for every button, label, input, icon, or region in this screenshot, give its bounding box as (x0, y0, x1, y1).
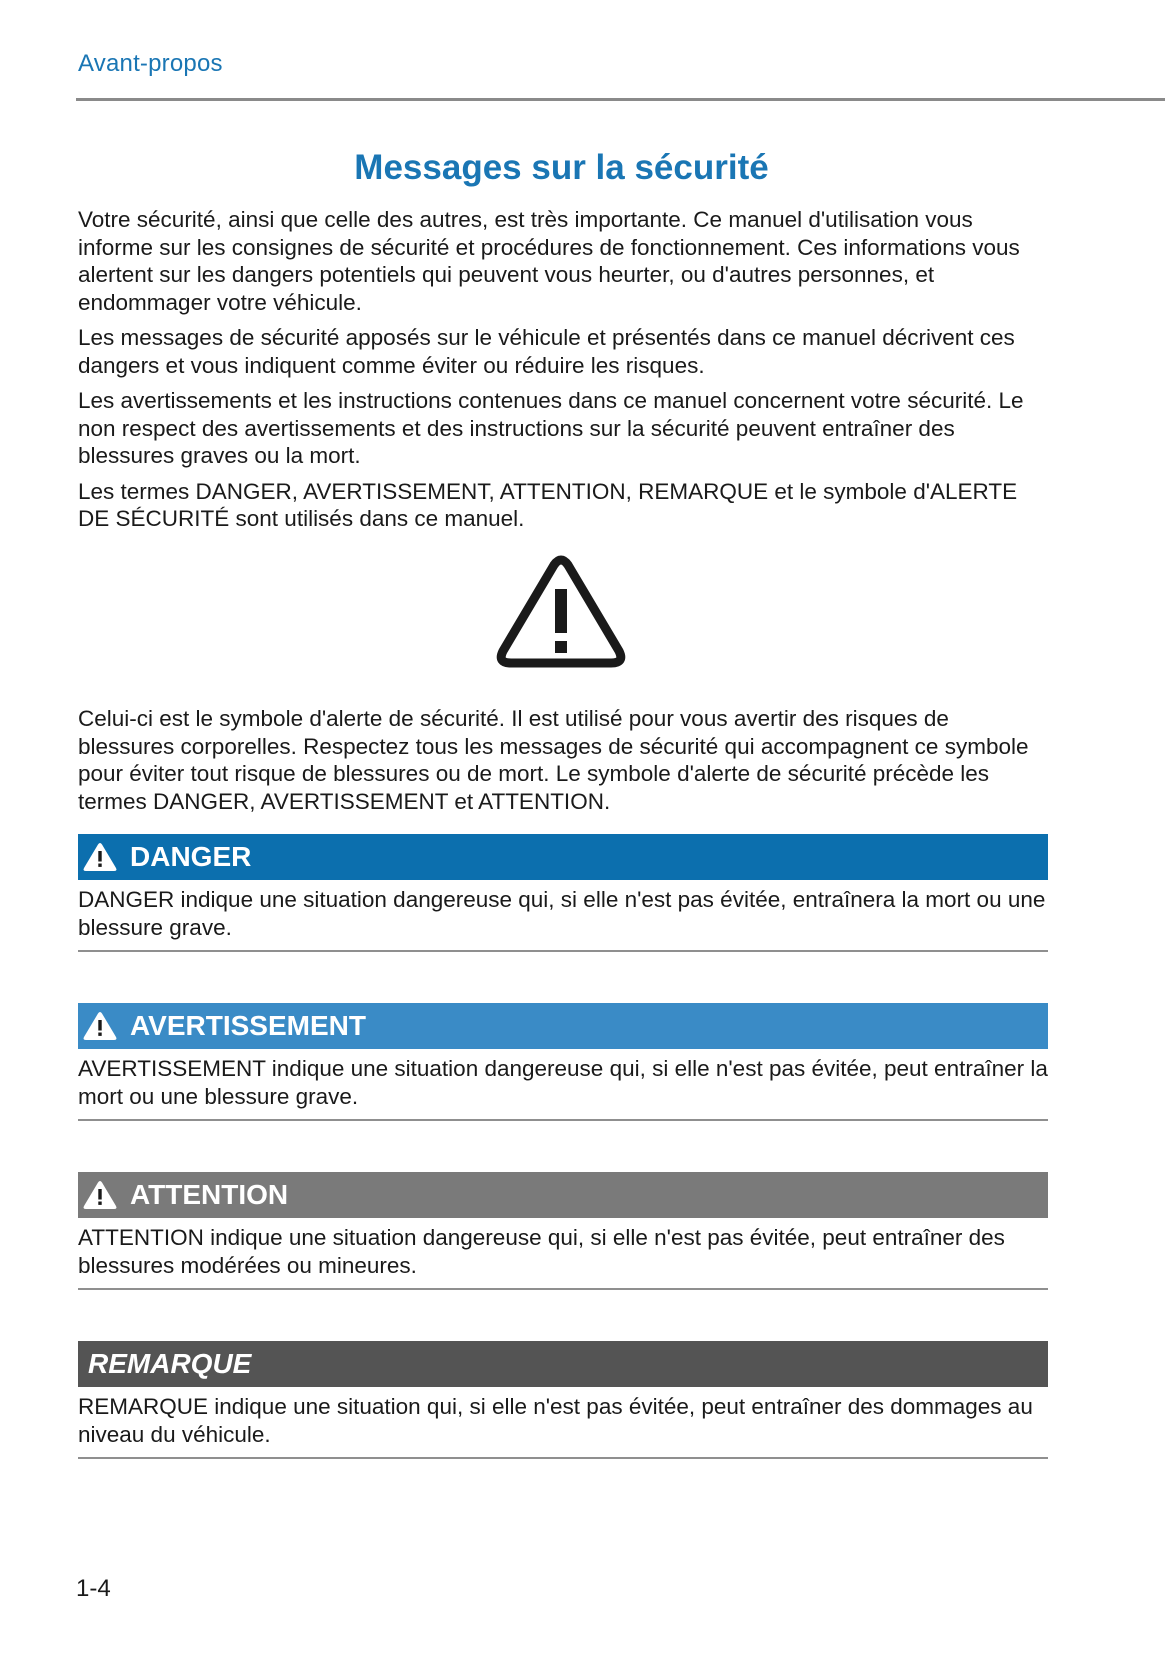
caution-label: ATTENTION (130, 1179, 289, 1210)
note-label: REMARQUE (88, 1348, 252, 1379)
warning-triangle-icon (82, 1010, 118, 1042)
intro-paragraph: Les avertissements et les instructions contenues dans ce manuel concernent votre sécurité. Le non respect des avertissements et des instructions sur la sécurité peuvent entraîner des blessures graves ou la mort. (78, 388, 1024, 468)
warning-label: AVERTISSEMENT (130, 1010, 366, 1041)
caution-description: ATTENTION indique une situation dangereuse qui, si elle n'est pas évitée, peut entraîner des blessures modérées ou mineures. (78, 1225, 1005, 1278)
danger-header-bar (78, 834, 1048, 880)
caution-notice (78, 1172, 1048, 1279)
section-header: Avant-propos (78, 50, 223, 77)
note-divider (78, 1457, 1048, 1459)
header-divider (76, 98, 1165, 101)
symbol-explanation-text: Celui-ci est le symbole d'alerte de sécurité. Il est utilisé pour vous avertir des risques de blessures corporelles. Respectez tous les messages de sécurité qui accompagnent ce symbole pour éviter tout risque de blessures ou de mort. Le symbole d'alerte de sécurité précède les termes DANGER, AVERTISSEMENT et ATTENTION. (78, 706, 1029, 814)
note-notice (78, 1341, 1048, 1448)
page-number: 1-4 (76, 1575, 111, 1602)
symbol-explanation (78, 705, 1048, 823)
intro-paragraph: Les messages de sécurité apposés sur le véhicule et présentés dans ce manuel décrivent ces dangers et vous indiquent comme éviter ou réduire les risques. (78, 325, 1015, 378)
warning-header-bar (78, 1003, 1048, 1049)
warning-triangle-icon (82, 841, 118, 873)
warning-divider (78, 1119, 1048, 1121)
caution-divider (78, 1288, 1048, 1290)
note-description: REMARQUE indique une situation qui, si elle n'est pas évitée, peut entraîner des dommages au niveau du véhicule. (78, 1394, 1033, 1447)
caution-header-bar (78, 1172, 1048, 1218)
warning-notice (78, 1003, 1048, 1110)
page-title: Messages sur la sécurité (354, 148, 769, 187)
danger-divider (78, 950, 1048, 952)
note-header-bar (78, 1341, 1048, 1387)
warning-triangle-icon (82, 1179, 118, 1211)
intro-paragraph: Votre sécurité, ainsi que celle des autres, est très importante. Ce manuel d'utilisation vous informe sur les consignes de sécurité et procédures de fonctionnement. Ces informations vous alertent sur les dangers potentiels qui peuvent vous heurter, ou d'autres personnes, et endommager votre véhicule. (78, 207, 1020, 315)
danger-notice (78, 834, 1048, 941)
intro-text (78, 206, 1048, 541)
danger-label: DANGER (130, 841, 252, 872)
warning-description: AVERTISSEMENT indique une situation dangereuse qui, si elle n'est pas évitée, peut entraîner la mort ou une blessure grave. (78, 1056, 1048, 1109)
danger-description: DANGER indique une situation dangereuse qui, si elle n'est pas évitée, entraînera la mort ou une blessure grave. (78, 887, 1046, 940)
warning-triangle-icon (495, 553, 627, 671)
intro-paragraph: Les termes DANGER, AVERTISSEMENT, ATTENTION, REMARQUE et le symbole d'ALERTE DE SÉCURITÉ sont utilisés dans ce manuel. (78, 478, 1018, 531)
